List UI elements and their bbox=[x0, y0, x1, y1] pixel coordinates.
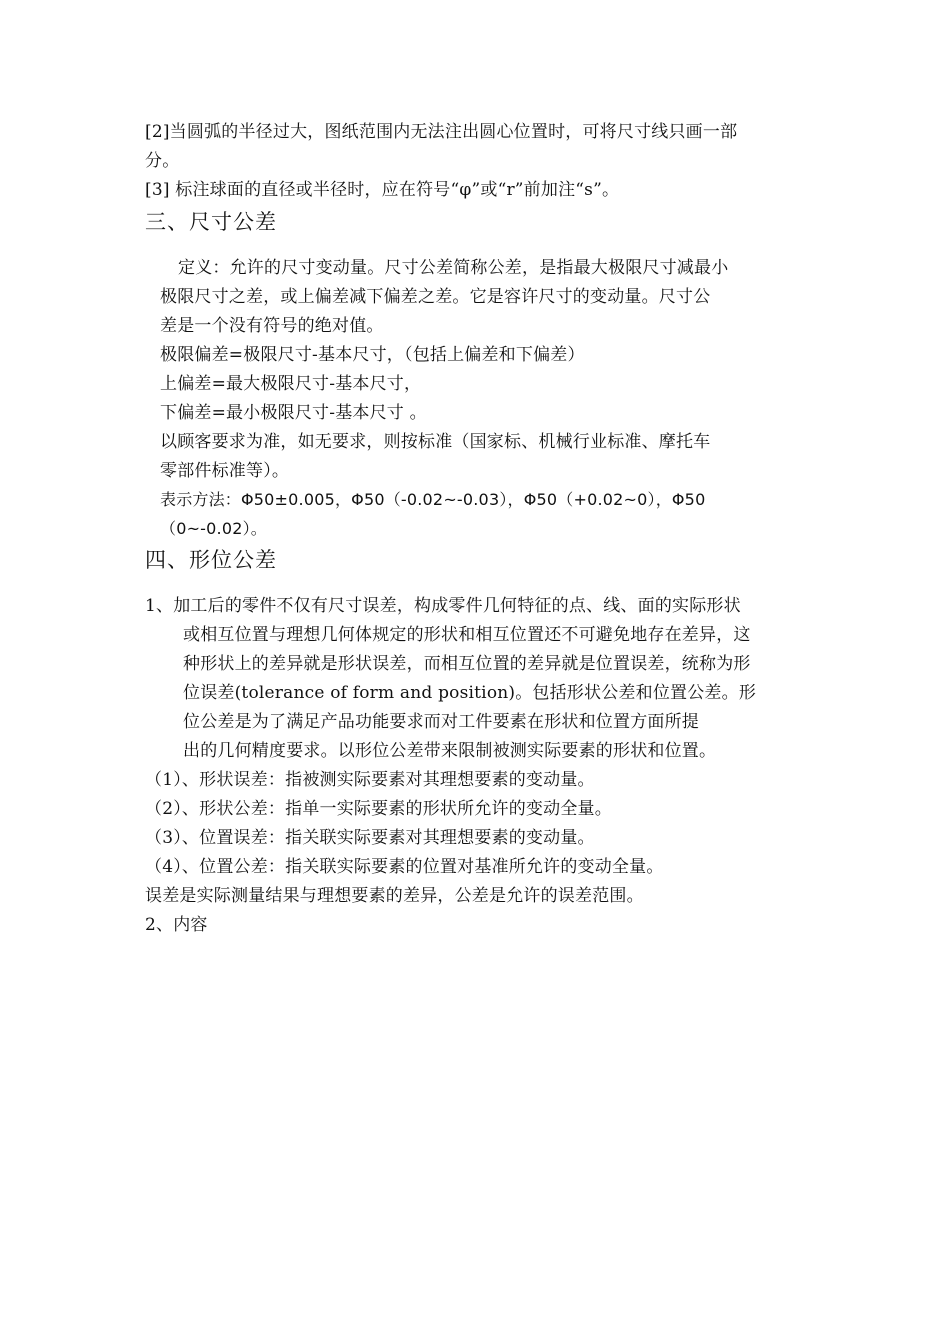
limit-deviation-formula: 极限偏差=极限尺寸-基本尺寸，（包括上偏差和下偏差） bbox=[160, 345, 585, 365]
section-4-heading: 四、形位公差 bbox=[145, 548, 277, 572]
note-2-line-2: 分。 bbox=[145, 151, 180, 171]
note-2-line-1: [2]当圆弧的半径过大，图纸范围内无法注出圆心位置时，可将尺寸线只画一部 bbox=[145, 122, 738, 142]
lower-deviation-formula: 下偏差=最小极限尺寸-基本尺寸 。 bbox=[160, 403, 427, 423]
summary-sentence: 误差是实际测量结果与理想要素的差异，公差是允许的误差范围。 bbox=[145, 886, 644, 906]
definition-line-2: 极限尺寸之差，或上偏差减下偏差之差。它是容许尺寸的变动量。尺寸公 bbox=[160, 287, 711, 307]
paragraph-1-line-6: 出的几何精度要求。以形位公差带来限制被测实际要素的形状和位置。 bbox=[183, 741, 717, 761]
paragraph-1-line-1: 1、加工后的零件不仅有尺寸误差，构成零件几何特征的点、线、面的实际形状 bbox=[145, 596, 741, 616]
standard-line-1: 以顾客要求为准，如无要求，则按标准（国家标、机械行业标准、摩托车 bbox=[160, 432, 711, 452]
paragraph-2-heading: 2、内容 bbox=[145, 915, 208, 935]
list-item-position-error: （3）、位置误差：指关联实际要素对其理想要素的变动量。 bbox=[145, 828, 595, 848]
notation-line-1: 表示方法：Φ50±0.005，Φ50（-0.02~-0.03），Φ50（+0.02~0），Φ50 bbox=[160, 490, 706, 509]
definition-line-3: 差是一个没有符号的绝对值。 bbox=[160, 316, 384, 336]
section-3-heading: 三、尺寸公差 bbox=[145, 210, 277, 234]
notation-line-2: （0~-0.02）。 bbox=[160, 519, 267, 538]
list-item-position-tolerance: （4）、位置公差：指关联实际要素的位置对基准所允许的变动全量。 bbox=[145, 857, 664, 877]
upper-deviation-formula: 上偏差=最大极限尺寸-基本尺寸， bbox=[160, 374, 422, 394]
list-item-shape-error: （1）、形状误差：指被测实际要素对其理想要素的变动量。 bbox=[145, 770, 595, 790]
list-item-shape-tolerance: （2）、形状公差：指单一实际要素的形状所允许的变动全量。 bbox=[145, 799, 612, 819]
paragraph-1-line-5: 位公差是为了满足产品功能要求而对工件要素在形状和位置方面所提 bbox=[183, 712, 699, 732]
definition-line-1: 定义：允许的尺寸变动量。尺寸公差简称公差，是指最大极限尺寸减最小 bbox=[178, 258, 729, 278]
standard-line-2: 零部件标准等）。 bbox=[160, 461, 290, 481]
note-3: [3] 标注球面的直径或半径时，应在符号“φ”或“r”前加注“s”。 bbox=[145, 180, 620, 200]
paragraph-1-line-2: 或相互位置与理想几何体规定的形状和相互位置还不可避免地存在差异，这 bbox=[183, 625, 751, 645]
paragraph-1-line-3: 种形状上的差异就是形状误差，而相互位置的差异就是位置误差，统称为形 bbox=[183, 654, 751, 674]
paragraph-1-line-4: 位误差(tolerance of form and position)。包括形状公差和位置公差。形 bbox=[183, 683, 757, 703]
